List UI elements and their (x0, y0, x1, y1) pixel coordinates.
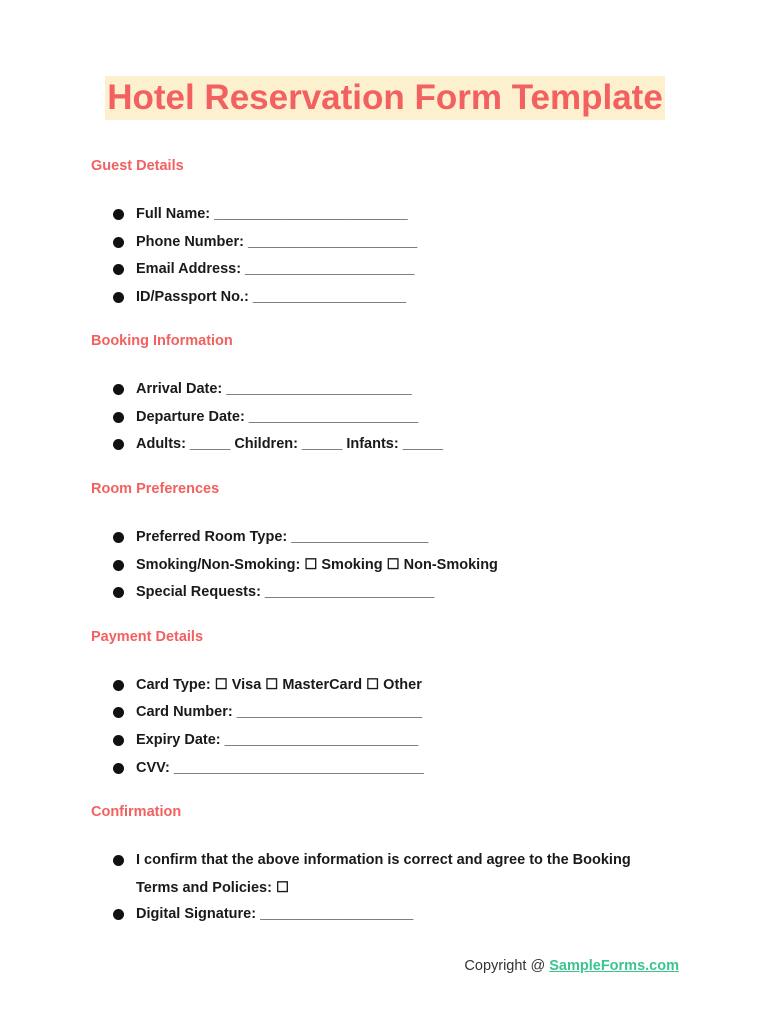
title-wrapper (0, 76, 770, 120)
bullet-icon (113, 292, 124, 303)
field-label: Card Type: ☐ Visa ☐ MasterCard ☐ Other (136, 677, 422, 693)
field-label: CVV: _______________________________ (136, 760, 424, 776)
field-label: Card Number: _______________________ (136, 704, 423, 720)
field-preferred-room-type[interactable] (113, 529, 428, 551)
field-digital-signature[interactable] (113, 906, 413, 928)
bullet-icon (113, 735, 124, 746)
field-id-passport[interactable] (113, 289, 406, 311)
field-label: Arrival Date: _______________________ (136, 381, 412, 397)
sampleforms-link[interactable]: SampleForms.com (549, 958, 679, 974)
field-label: I confirm that the above information is correct and agree to the Booking Terms and Policies: ☐ (136, 852, 631, 896)
bullet-icon (113, 707, 124, 718)
field-label: Departure Date: _____________________ (136, 409, 419, 425)
bullet-icon (113, 680, 124, 691)
field-label: Preferred Room Type: _________________ (136, 529, 429, 545)
field-card-number[interactable] (113, 704, 422, 726)
bullet-icon (113, 237, 124, 248)
field-email-address[interactable] (113, 261, 414, 283)
field-label: Adults: _____ Children: _____ Infants: _____ (136, 436, 444, 452)
field-label: Digital Signature: ___________________ (136, 906, 414, 922)
bullet-icon (113, 412, 124, 423)
bullet-icon (113, 209, 124, 220)
field-label: Email Address: _____________________ (136, 261, 415, 277)
field-label: Full Name: ________________________ (136, 206, 408, 222)
field-departure-date[interactable] (113, 409, 418, 431)
section-heading-guest-details: Guest Details (91, 158, 184, 174)
bullet-icon (113, 560, 124, 571)
field-label: ID/Passport No.: ___________________ (136, 289, 407, 305)
field-special-requests[interactable] (113, 584, 434, 606)
field-arrival-date[interactable] (113, 381, 412, 403)
section-heading-payment-details: Payment Details (91, 629, 204, 645)
bullet-icon (113, 763, 124, 774)
section-heading-room-preferences: Room Preferences (91, 481, 220, 497)
field-cvv[interactable] (113, 760, 424, 782)
field-label: Special Requests: _____________________ (136, 584, 435, 600)
bullet-icon (113, 384, 124, 395)
field-card-type[interactable] (113, 677, 422, 699)
field-full-name[interactable] (113, 206, 408, 228)
field-label: Smoking/Non-Smoking: ☐ Smoking ☐ Non-Smoking (136, 557, 498, 573)
field-guest-counts[interactable] (113, 436, 443, 458)
bullet-icon (113, 439, 124, 450)
footer-copyright (464, 958, 679, 974)
section-heading-confirmation: Confirmation (91, 804, 182, 820)
section-heading-booking-information: Booking Information (91, 333, 233, 349)
field-expiry-date[interactable] (113, 732, 418, 754)
bullet-icon (113, 587, 124, 598)
field-smoking-preference[interactable] (113, 557, 498, 579)
field-confirmation-checkbox[interactable] (113, 852, 673, 902)
page-title: Hotel Reservation Form Template (105, 76, 665, 120)
field-phone-number[interactable] (113, 234, 417, 256)
bullet-icon (113, 532, 124, 543)
field-label: Phone Number: _____________________ (136, 234, 418, 250)
bullet-icon (113, 909, 124, 920)
bullet-icon (113, 264, 124, 275)
field-label: Expiry Date: ________________________ (136, 732, 419, 748)
bullet-icon (113, 855, 124, 866)
copyright-prefix: Copyright @ (464, 958, 550, 974)
